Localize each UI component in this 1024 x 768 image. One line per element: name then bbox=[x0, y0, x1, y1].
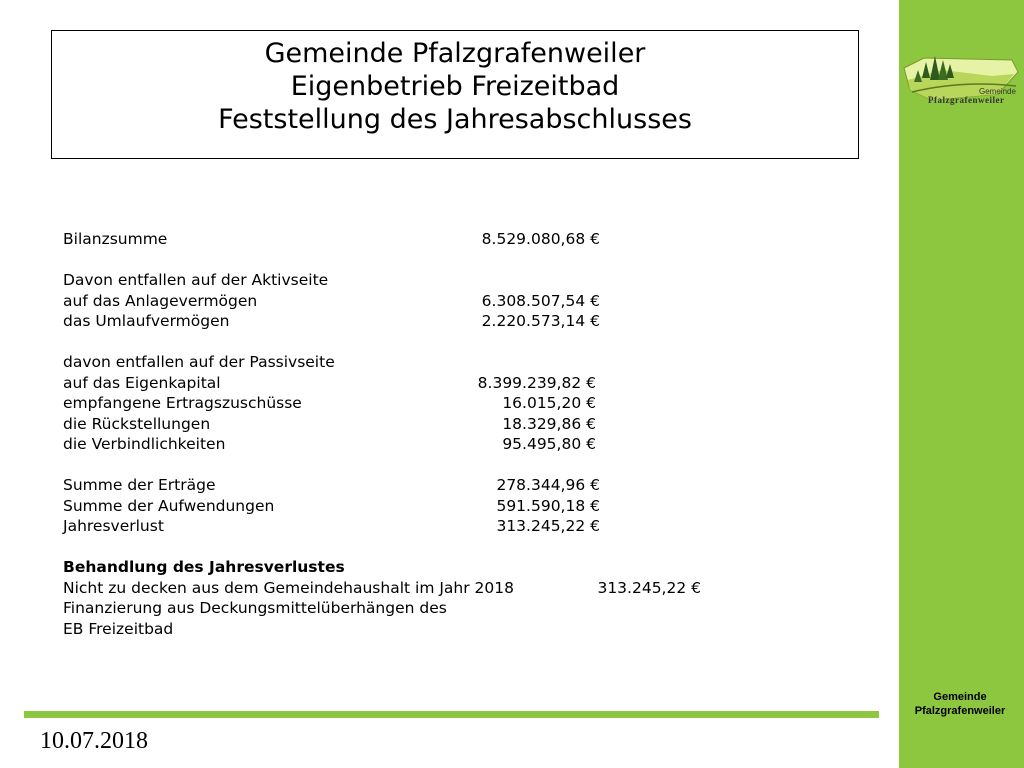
row-label: Jahresverlust bbox=[63, 517, 164, 535]
sidebar-divider bbox=[897, 0, 899, 768]
sidebar-footer-line-2: Pfalzgrafenweiler bbox=[914, 705, 1006, 717]
row-label: Bilanzsumme bbox=[63, 230, 168, 248]
logo-caption-small: Gemeinde bbox=[979, 87, 1016, 96]
title-box bbox=[51, 30, 859, 159]
row-label: auf das Eigenkapital bbox=[63, 373, 221, 392]
row-value: 313.245,22 € bbox=[496, 517, 600, 535]
title-line-2: Eigenbetrieb Freizeitbad bbox=[290, 71, 620, 102]
slide-date: 10.07.2018 bbox=[40, 728, 148, 754]
row-label: empfangene Ertragszuschüsse bbox=[63, 394, 302, 412]
row-value: 8.399.239,82 € bbox=[477, 373, 596, 392]
row-value: 16.015,20 € bbox=[502, 394, 596, 412]
row-value: 2.220.573,14 € bbox=[481, 312, 600, 330]
row-value: 278.344,96 € bbox=[496, 476, 600, 494]
row-value: 591.590,18 € bbox=[496, 496, 600, 515]
row-label: auf das Anlagevermögen bbox=[63, 291, 258, 310]
row-label: die Rückstellungen bbox=[63, 414, 211, 433]
section-heading: Behandlung des Jahresverlustes bbox=[63, 558, 345, 576]
row-label: das Umlaufvermögen bbox=[63, 312, 230, 330]
row-value: 18.329,86 € bbox=[502, 414, 596, 433]
row-value: 8.529.080,68 € bbox=[481, 230, 600, 248]
title-line-3: Feststellung des Jahresabschlusses bbox=[218, 104, 692, 135]
row-label: Summe der Erträge bbox=[63, 476, 216, 494]
logo-caption-name: Pfalzgrafenweiler bbox=[928, 95, 1005, 105]
footer-bar bbox=[24, 711, 879, 718]
row-value: 313.245,22 € bbox=[597, 578, 701, 597]
row-label: die Verbindlichkeiten bbox=[63, 435, 226, 453]
row-label: Nicht zu decken aus dem Gemeindehaushalt im Jahr 2018 bbox=[63, 578, 514, 597]
row-label: Summe der Aufwendungen bbox=[63, 496, 275, 515]
row-label: EB Freizeitbad bbox=[63, 619, 174, 638]
sidebar-footer-line-1: Gemeinde bbox=[933, 691, 987, 703]
right-sidebar bbox=[899, 0, 1024, 768]
row-value: 6.308.507,54 € bbox=[481, 291, 600, 310]
row-value: 95.495,80 € bbox=[502, 435, 596, 453]
row-label: davon entfallen auf der Passivseite bbox=[63, 353, 335, 371]
title-line-1: Gemeinde Pfalzgrafenweiler bbox=[264, 38, 646, 69]
row-label: Davon entfallen auf der Aktivseite bbox=[63, 271, 329, 289]
row-label: Finanzierung aus Deckungsmittelüberhängen des bbox=[63, 599, 447, 617]
sidebar-footer bbox=[900, 690, 1020, 718]
